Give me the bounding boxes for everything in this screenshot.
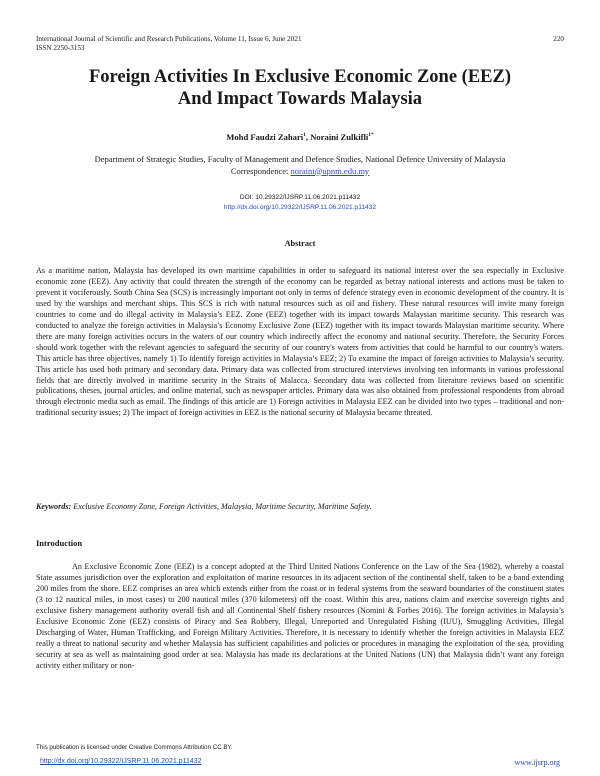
author-1: Mohd Faudzi Zahari	[226, 132, 304, 142]
correspondence-label: Correspondence:	[230, 165, 291, 176]
doi-block	[30, 193, 570, 213]
running-header	[36, 35, 564, 53]
author-1-affiliation-mark: 1	[303, 132, 306, 139]
page-footer	[40, 758, 564, 765]
keywords	[36, 501, 564, 512]
author-separator: ,	[305, 132, 311, 142]
affiliation-block	[30, 154, 570, 177]
title-line-1: Foreign Activities In Exclusive Economic Zone (EEZ)	[88, 67, 512, 87]
footer-site-link[interactable]: www.ijsrp.org	[514, 758, 560, 767]
title-line-2: And Impact Towards Malaysia	[177, 89, 423, 109]
page-number: 220	[553, 35, 564, 43]
doi-text: DOI: 10.29322/IJSRP.11.06.2021.p11432	[239, 194, 361, 201]
author-2: Noraini Zulkifli	[310, 132, 369, 142]
keywords-list: Exclusive Economy Zone, Foreign Activities, Malaysia, Maritime Security, Maritime Safety.	[71, 502, 372, 511]
introduction-heading: Introduction	[36, 538, 83, 548]
license-notice: This publication is licensed under Creative Commons Attribution CC BY.	[36, 744, 233, 751]
issn: ISSN 2250-3153	[36, 44, 85, 52]
footer-doi-link[interactable]: http://dx.doi.org/10.29322/IJSRP.11.06.2021.p11432	[40, 758, 202, 765]
introduction-text: An Exclusive Economic Zone (EEZ) is a concept adopted at the Third United Nations Conference on the Law of the Sea (1982), whereby a coastal State assumes jurisdiction over the exploration and exploitation of marine resources in its adjacent section of the continental shelf, taken to be a band extending 200 miles from the shore. EEZ comprises an area which extends either from the coast or in federal systems from the seaward boundaries of the constituent states (3 to 12 nautical miles, in most cases) to 200 nautical miles (370 kilometers) off the coast. Within this area, nations claim and exercise sovereign rights and exclusive fishery management authority overall fish and all Continental Shelf fishery resources (Nomini & Forbes 2016). The foreign activities in Malaysia’s Exclusive Economic Zone (EEZ) consists of Piracy and Sea Robbery, Illegal, Unreported and Unregulated Fishing (IUU), Smuggling Activities, Illegal Discharging of Water, Human Trafficking, and Foreign Military Activities. Therefore, it is necessary to identify whether the foreign activities in Malaysia EEZ really a threat to national security and whether Malaysia has sufficient capabilities and policies or procedures in managing the exploitation of the sea, providing security at sea as well as maintaining good order at sea. Malaysia has made its declarations at the United Nations (UN) that Malaysia didn’t want any foreign activity either military or non-	[36, 562, 564, 670]
correspondence	[30, 166, 570, 178]
journal-name: International Journal of Scientific and Research Publications, Volume 11, Issue 6, June 2021	[36, 35, 302, 43]
doi-link[interactable]: http://dx.doi.org/10.29322/IJSRP.11.06.2021.p11432	[223, 204, 377, 211]
abstract-heading: Abstract	[284, 239, 316, 248]
author-2-affiliation-mark: 1*	[368, 132, 374, 139]
paper-title	[30, 66, 570, 110]
author-list	[30, 132, 570, 142]
abstract-text: As a maritime nation, Malaysia has developed its own maritime capabilities in order to safeguard its national interest over the sea especially in Exclusive economic zone (EEZ). Any activity that could threaten the strength of the economy can be regarded as betray national interests and actions must be taken to prevent it vociferously. South China Sea (SCS) is increasingly important not only in terms of defence strategy even in economic development of the country. It is used by the warships and merchant ships. This SCS is rich with natural resources such as oil and fishery. These natural resources will invite many foreign countries to come and do illegal activity in Malaysia’s EEZ. Zone (EEZ) together with its impact towards Malaysian maritime security. This research was conducted to analyze the foreign activities in Malaysia’s Economy Exclusive Zone (EEZ) together with its impact towards Malaysian maritime security. Where there are many foreign activities occurs in the waters of our country which indirectly affect the economy and national security. Therefore, the Security Forces should work together with the relevant agencies to safeguard the security of our country's waters from activities that could be harmful to our country's waters. This article has three objectives, namely 1) To identify foreign activities in Malaysia’s EEZ; 2) To examine the impact of foreign activities to Malaysia’s security. This article has used both primary and secondary data. Primary data was collected from structured interviews involving ten informants in various professional fields that are directly involved in maritime security in the Straits of Malacca. Secondary data was collected from literature reviews based on scientific publications, theses, journal articles, and online material, such as newspaper articles. Primary data was also obtained from professional respondents from abroad through electronic media such as email. The findings of this article are 1) Foreign activities in Malaysia EEZ can be divided into two types – traditional and non-traditional security issues; 2) The impact of foreign activities in EEZ is the national security of Malaysia became threated.	[36, 266, 564, 418]
affiliation: Department of Strategic Studies, Faculty of Management and Defence Studies, National Defence University of Malaysia	[94, 154, 506, 164]
keywords-label: Keywords:	[36, 502, 72, 511]
correspondence-email-link[interactable]: noraini@upnm.edu.my	[290, 165, 370, 176]
